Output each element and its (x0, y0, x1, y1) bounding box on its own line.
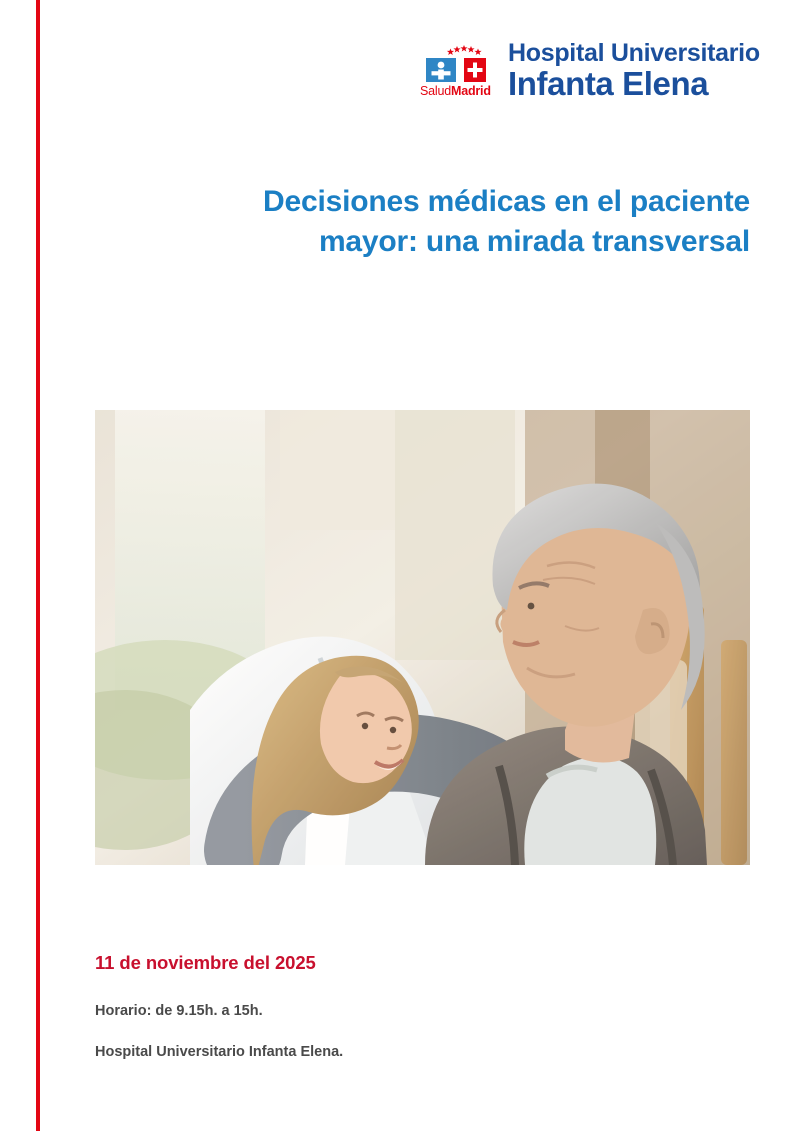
hospital-logo (418, 40, 762, 112)
event-venue: Hospital Universitario Infanta Elena. (95, 1044, 344, 1060)
salud-text: Salud (420, 84, 451, 98)
page-title: Decisiones médicas en el paciente mayor: una mirada transversal (263, 185, 750, 258)
event-schedule: Horario: de 9.15h. a 15h. (95, 1003, 263, 1019)
saludmadrid-wordmark (420, 84, 491, 98)
madrid-community-crown-icon (418, 40, 502, 98)
logo-line-2: Infanta Elena (508, 65, 709, 103)
hero-photo (95, 410, 750, 865)
madrid-text: Madrid (450, 84, 491, 98)
left-red-rule (36, 0, 40, 1131)
event-date: 11 de noviembre del 2025 (95, 952, 316, 973)
logo-line-1: Hospital Universitario (508, 39, 760, 67)
